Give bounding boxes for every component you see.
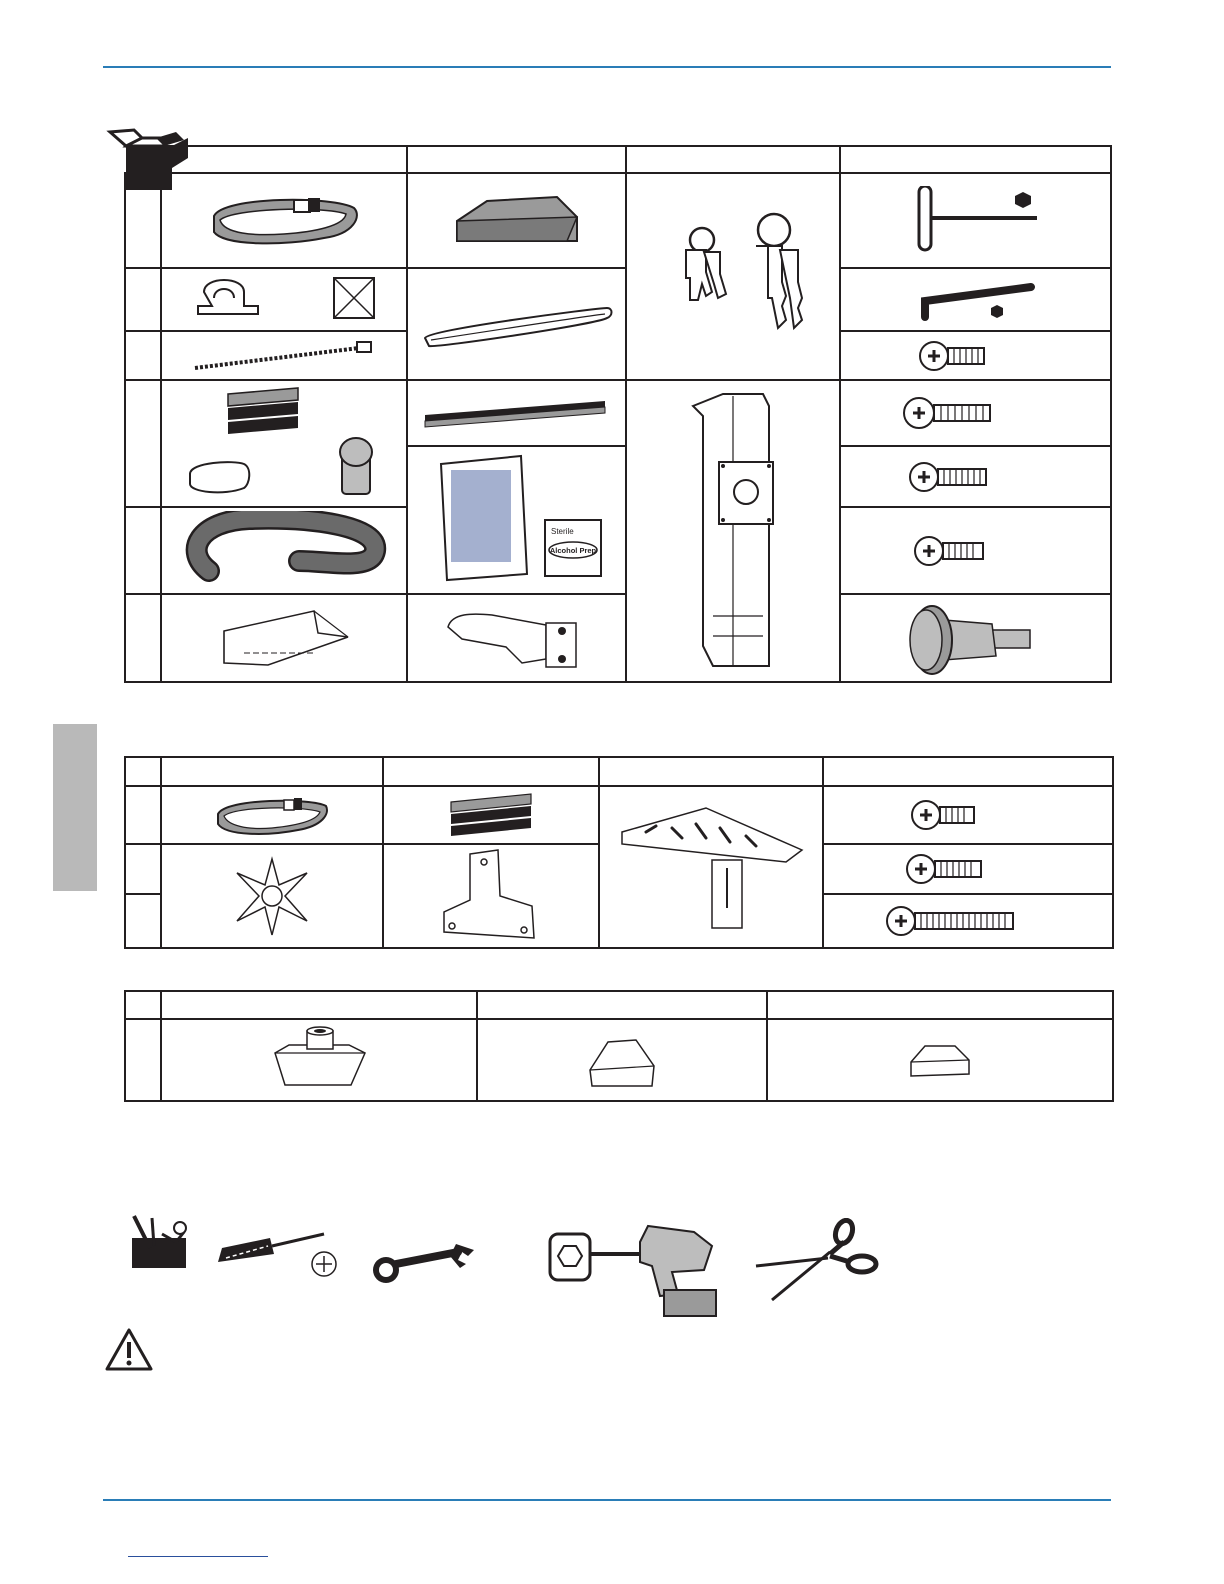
header-cell [407,146,626,173]
row-letter [125,173,161,268]
header-cell [599,757,823,786]
header-cell [477,991,767,1019]
strap-icon [204,186,364,256]
t-bracket-icon [436,846,546,946]
part-rubber-foot [407,173,626,268]
part-mounting-clip [407,594,626,682]
part-folded-bracket [161,594,407,682]
part-strap [161,173,407,268]
toolbox-icon [128,1212,190,1270]
part-hook-loop-strips [383,786,599,844]
hook-loop-kit-icon [174,384,394,504]
parts-table-3 [124,990,1114,1102]
part-adhesive-strip [407,380,626,446]
header-cell [125,146,161,173]
table-header-row [125,757,1113,786]
part-screw-3 [840,446,1111,507]
part-t-bracket [383,844,599,948]
part-documentation [407,446,626,594]
header-cell [161,991,477,1019]
power-drill-with-socket-icon [544,1216,720,1320]
part-foam-tubing [161,507,407,594]
phillips-screw-icon [911,531,1041,571]
small-bumper-icon [905,1038,975,1082]
row-letter [125,380,161,507]
footer-rule [103,1499,1111,1501]
header-cell [626,146,840,173]
star-spacer-icon [227,851,317,941]
row-letter [125,594,161,682]
thumb-screw-icon [896,598,1056,678]
trim-icon [417,294,617,354]
phillips-screwdriver-icon [212,1226,346,1280]
phillips-screw-icon [901,393,1051,433]
folded-bracket-icon [214,603,354,673]
part-cable-tie [161,331,407,380]
part-screw-3 [823,894,1113,948]
section-tab [53,724,97,891]
parts-table-1 [124,145,1112,683]
scissors-icon [752,1218,882,1304]
row-letter [125,268,161,331]
alcohol-prep-label: Alcohol Prep [549,546,596,555]
table-header-row [125,991,1113,1019]
large-bumper-icon [582,1030,662,1090]
table-header-row [125,146,1111,173]
rubber-foot-icon [447,191,587,251]
row-letter [125,507,161,594]
foam-tubing-icon [179,511,389,591]
strap-icon [212,790,332,840]
part-screw-1 [840,331,1111,380]
part-slotted-plate [599,786,823,948]
header-cell [161,757,383,786]
row-letter [125,894,161,948]
part-keys [626,173,840,380]
part-screw-2 [840,380,1111,446]
alcohol-prep-brand: Sterile [550,527,574,536]
row-letter [125,331,161,380]
part-screw-2 [823,844,1113,894]
part-trim [407,268,626,380]
row-letter [125,786,161,844]
row-letter [125,844,161,894]
slotted-plate-icon [616,802,806,932]
header-cell [767,991,1113,1019]
cable-tie-icon [189,336,379,376]
part-cable-clip [161,268,407,331]
header-cell [823,757,1113,786]
part-hook-loop-kit [161,380,407,507]
phillips-screw-icon [883,901,1053,941]
header-cell [840,146,1111,173]
part-small-bumper [767,1019,1113,1101]
monitor-column-icon [673,386,793,676]
hook-loop-strips-icon [441,790,541,840]
part-strap [161,786,383,844]
header-cell [383,757,599,786]
part-threaded-base [161,1019,477,1101]
part-monitor-column [626,380,840,682]
warning-triangle-icon [104,1327,154,1373]
phillips-screw-icon [903,849,1033,889]
part-thumb-screw [840,594,1111,682]
part-t-handle-hex-key [840,173,1111,268]
part-screw-1 [823,786,1113,844]
header-cell [161,146,407,173]
documentation-icon [427,450,607,590]
phillips-screw-icon [906,457,1046,497]
combination-wrench-icon [370,1240,480,1290]
part-screw-4 [840,507,1111,594]
threaded-base-icon [269,1025,369,1095]
part-star-spacer [161,844,383,948]
parts-table-2 [124,756,1114,949]
part-large-bumper [477,1019,767,1101]
t-handle-hex-key-icon [901,186,1051,256]
header-rule [103,66,1111,68]
adhesive-strip-icon [417,393,617,433]
phillips-screw-icon [916,336,1036,376]
cable-clip-icon [184,272,384,328]
part-l-hex-key [840,268,1111,331]
l-hex-key-icon [911,275,1041,325]
keys-icon [648,212,818,342]
header-cell [125,757,161,786]
row-letter [125,1019,161,1101]
phillips-screw-icon [908,795,1028,835]
mounting-clip-icon [442,603,592,673]
header-cell [125,991,161,1019]
footer-link-underline [128,1556,268,1557]
